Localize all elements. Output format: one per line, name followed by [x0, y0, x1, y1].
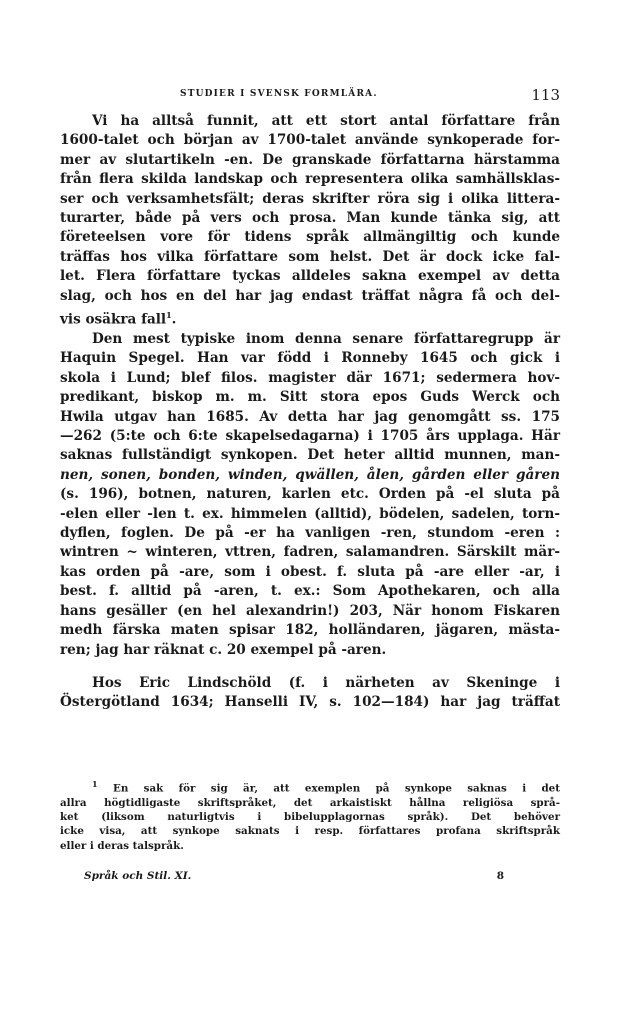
- text-line: slag, och hos en del har jag endast träffat några få och del-: [60, 287, 560, 304]
- text-line: turarter, både på vers och prosa. Man kunde tänka sig, att: [60, 210, 560, 227]
- footnote-reference[interactable]: 1: [166, 310, 172, 321]
- footnote-line: eller i deras talspråk.: [60, 839, 184, 852]
- text-line: Vi ha alltså funnit, att ett stort antal författare från: [92, 113, 560, 129]
- text-line: let. Flera författare tyckas alldeles sakna exempel av detta: [60, 268, 560, 285]
- text-line: skola i Lund; blef filos. magister där 1671; sedermera hov-: [60, 369, 560, 386]
- body-text: [60, 112, 560, 713]
- signature-mark: 8: [496, 870, 504, 882]
- journal-title: Språk och Stil. XI.: [84, 870, 192, 882]
- text-line: best. f. alltid på -aren, t. ex.: Som Apothekaren, och alla: [60, 583, 560, 600]
- footnote-text: En sak för sig är, att exemplen på synkope saknas i det: [112, 782, 560, 795]
- text-line: Hwila utgav han 1685. Av detta har jag genomgått ss. 175: [60, 408, 560, 425]
- paragraph-3: [60, 674, 560, 713]
- footnote-line: icke visa, att synkope saknats i resp. författares profana skriftspråk: [60, 825, 560, 838]
- text-line: Östergötland 1634; Hanselli IV, s. 102—184) har jag träffat: [60, 694, 560, 711]
- text-line: ren; jag har räknat c. 20 exempel på -aren.: [60, 641, 387, 658]
- text-line: mer av slutartikeln -en. De granskade författarna härstamma: [60, 151, 560, 168]
- text-line: Den mest typiske inom denna senare författaregrupp är: [92, 331, 560, 347]
- footnote-line: allra högtidligaste skriftspråket, det arkaistiskt hållna religiösa språ-: [60, 796, 560, 809]
- paragraph-gap: [60, 660, 560, 674]
- running-title: STUDIER I SVENSK FORMLÄRA.: [180, 89, 378, 99]
- text-line: ser och verksamhetsfält; deras skrifter röra sig i olika littera-: [60, 190, 560, 207]
- page-number: 113: [531, 86, 560, 104]
- paragraph-1: [60, 112, 560, 330]
- text-line: saknas fullständigt synkopen. Det heter alltid munnen, man-: [60, 447, 560, 464]
- text-line: (s. 196), botnen, naturen, karlen etc. Orden på -el sluta på: [60, 486, 560, 503]
- text-line: Hos Eric Lindschöld (f. i närheten av Skeninge i: [92, 674, 560, 691]
- text-line: träffas hos vilka författare som helst. Det är dock icke fal-: [60, 248, 560, 265]
- text-line: 1600-talet och början av 1700-talet använde synkoperade for-: [60, 132, 560, 149]
- text-line: [60, 306, 560, 330]
- page-header: [60, 86, 560, 106]
- text-line: från flera skilda landskap och representera olika samhällsklas-: [60, 171, 560, 188]
- footnote: [60, 777, 560, 853]
- text-line: kas orden på -are, som i obest. f. sluta på -are eller -ar, i: [60, 563, 560, 580]
- text-line: wintren ~ winteren, vttren, fadren, salamandren. Särskilt mär-: [60, 544, 560, 561]
- text-line: nen, sonen, bonden, winden, qwällen, ålen, gården eller gåren: [60, 466, 560, 483]
- period: .: [171, 311, 177, 328]
- paragraph-2: [60, 330, 560, 660]
- text-line-content: vis osäkra fall: [60, 311, 167, 328]
- text-line: -elen eller -len t. ex. himmelen (alltid), bödelen, sadelen, torn-: [60, 505, 560, 522]
- text-line: Haquin Spegel. Han var född i Ronneby 1645 och gick i: [60, 350, 560, 367]
- footnote-mark: 1: [92, 779, 98, 789]
- text-line: hans gesäller (en hel alexandrin!) 203, När honom Fiskaren: [60, 602, 560, 619]
- text-line: företeelsen vore för tidens språk allmängiltig och kunde: [60, 229, 560, 246]
- text-line: dyflen, foglen. De på -er ha vanligen -ren, stundom -eren :: [60, 525, 560, 542]
- footnote-line: ket (liksom naturligtvis i bibelupplagornas språk). Det behöver: [60, 811, 560, 824]
- footnote-line: [60, 777, 560, 796]
- page-footer: [84, 870, 504, 882]
- text-line: predikant, biskop m. m. Sitt stora epos Guds Werck och: [60, 389, 560, 406]
- text-line: —262 (5:te och 6:te skapelsedagarna) i 1705 års upplaga. Här: [60, 428, 560, 445]
- text-line: medh färska maten spisar 182, holländaren, jägaren, mästa-: [60, 622, 560, 639]
